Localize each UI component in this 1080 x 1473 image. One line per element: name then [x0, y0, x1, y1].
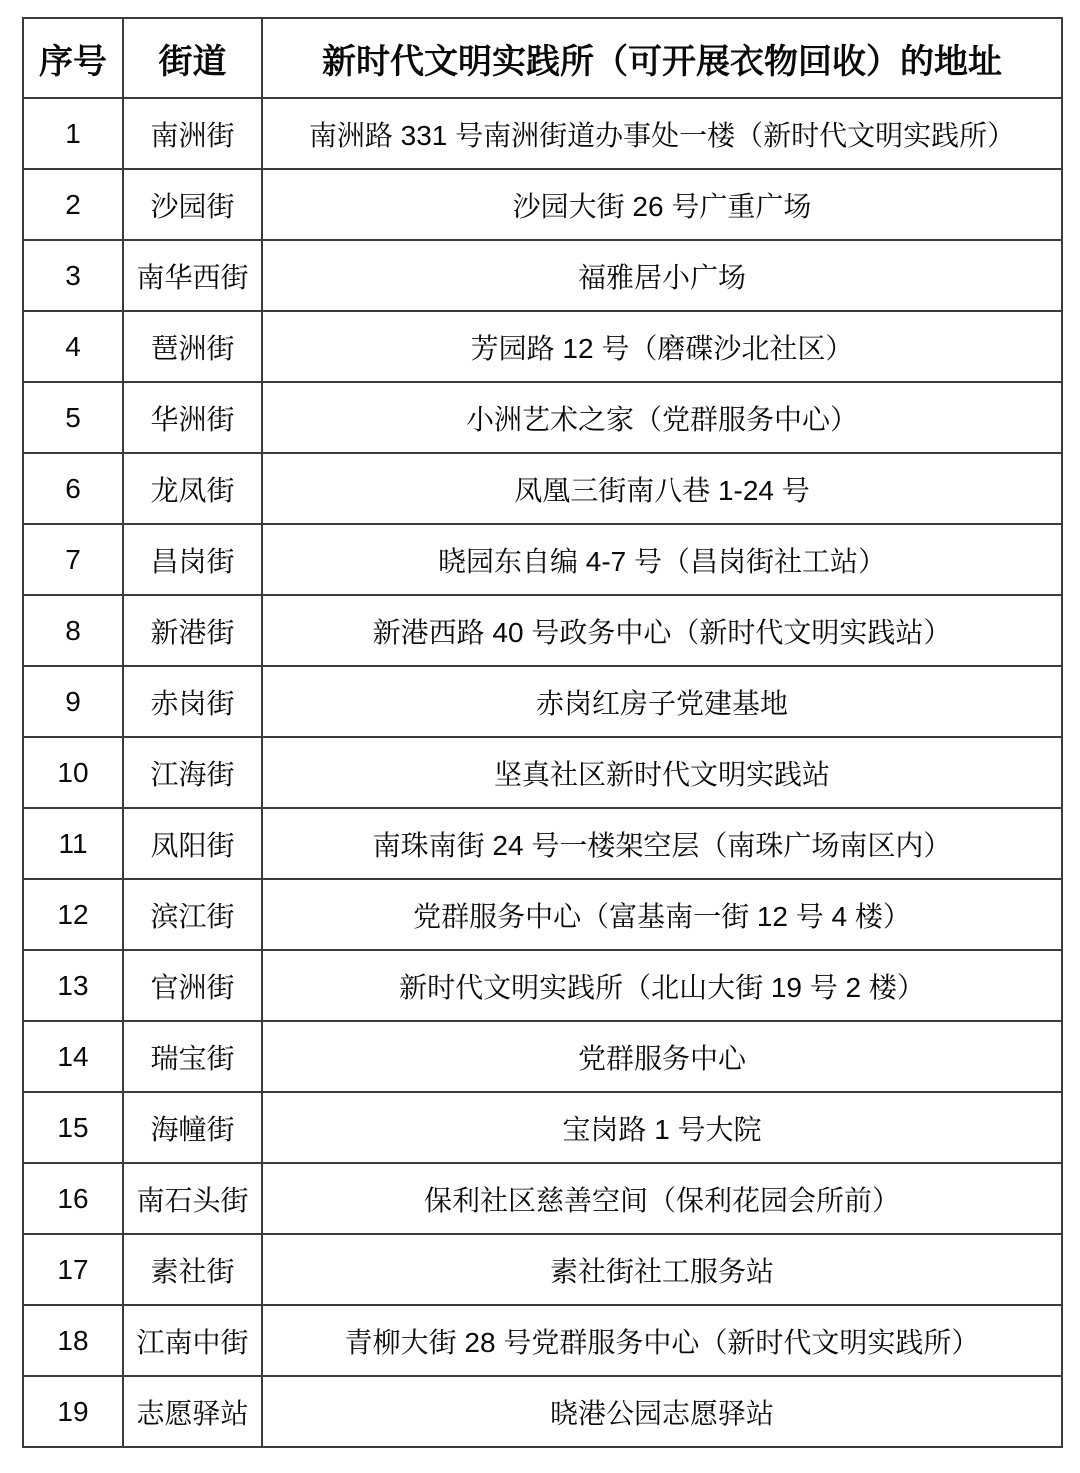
street-cell: 新港街	[123, 595, 262, 666]
address-cell: 沙园大街 26 号广重广场	[262, 169, 1062, 240]
street-cell: 江海街	[123, 737, 262, 808]
address-cell: 南珠南街 24 号一楼架空层（南珠广场南区内）	[262, 808, 1062, 879]
row-number-cell: 6	[23, 453, 123, 524]
address-cell: 坚真社区新时代文明实践站	[262, 737, 1062, 808]
table-row	[23, 737, 1062, 808]
header-row	[23, 18, 1062, 98]
row-number-cell: 12	[23, 879, 123, 950]
table-row	[23, 1092, 1062, 1163]
address-cell: 素社街社工服务站	[262, 1234, 1062, 1305]
street-cell: 赤岗街	[123, 666, 262, 737]
table-row	[23, 382, 1062, 453]
table-header	[23, 18, 1062, 98]
address-cell: 晓园东自编 4-7 号（昌岗街社工站）	[262, 524, 1062, 595]
street-cell: 昌岗街	[123, 524, 262, 595]
header-address: 新时代文明实践所（可开展衣物回收）的地址	[262, 18, 1062, 98]
table-row	[23, 595, 1062, 666]
table-row	[23, 98, 1062, 169]
street-cell: 滨江街	[123, 879, 262, 950]
row-number-cell: 15	[23, 1092, 123, 1163]
table-row	[23, 808, 1062, 879]
street-cell: 沙园街	[123, 169, 262, 240]
table-body	[23, 98, 1062, 1447]
street-cell: 华洲街	[123, 382, 262, 453]
table-row	[23, 950, 1062, 1021]
row-number-cell: 17	[23, 1234, 123, 1305]
table-row	[23, 1234, 1062, 1305]
address-cell: 赤岗红房子党建基地	[262, 666, 1062, 737]
recycle-locations-table	[22, 17, 1063, 1448]
table-row	[23, 169, 1062, 240]
table-row	[23, 1021, 1062, 1092]
table-row	[23, 879, 1062, 950]
address-cell: 晓港公园志愿驿站	[262, 1376, 1062, 1447]
table-row	[23, 666, 1062, 737]
row-number-cell: 10	[23, 737, 123, 808]
street-cell: 志愿驿站	[123, 1376, 262, 1447]
address-cell: 青柳大街 28 号党群服务中心（新时代文明实践所）	[262, 1305, 1062, 1376]
address-cell: 芳园路 12 号（磨碟沙北社区）	[262, 311, 1062, 382]
address-cell: 福雅居小广场	[262, 240, 1062, 311]
address-cell: 凤凰三街南八巷 1-24 号	[262, 453, 1062, 524]
table-row	[23, 1163, 1062, 1234]
row-number-cell: 4	[23, 311, 123, 382]
address-cell: 党群服务中心（富基南一街 12 号 4 楼）	[262, 879, 1062, 950]
header-index: 序号	[23, 18, 123, 98]
row-number-cell: 8	[23, 595, 123, 666]
table-row	[23, 1305, 1062, 1376]
row-number-cell: 3	[23, 240, 123, 311]
table-row	[23, 453, 1062, 524]
address-cell: 新港西路 40 号政务中心（新时代文明实践站）	[262, 595, 1062, 666]
row-number-cell: 13	[23, 950, 123, 1021]
address-cell: 南洲路 331 号南洲街道办事处一楼（新时代文明实践所）	[262, 98, 1062, 169]
street-cell: 南华西街	[123, 240, 262, 311]
header-street: 街道	[123, 18, 262, 98]
street-cell: 琶洲街	[123, 311, 262, 382]
street-cell: 江南中街	[123, 1305, 262, 1376]
row-number-cell: 9	[23, 666, 123, 737]
row-number-cell: 1	[23, 98, 123, 169]
row-number-cell: 19	[23, 1376, 123, 1447]
street-cell: 官洲街	[123, 950, 262, 1021]
street-cell: 南石头街	[123, 1163, 262, 1234]
address-cell: 小洲艺术之家（党群服务中心）	[262, 382, 1062, 453]
row-number-cell: 18	[23, 1305, 123, 1376]
row-number-cell: 5	[23, 382, 123, 453]
row-number-cell: 2	[23, 169, 123, 240]
row-number-cell: 16	[23, 1163, 123, 1234]
street-cell: 海幢街	[123, 1092, 262, 1163]
street-cell: 龙凤街	[123, 453, 262, 524]
table-row	[23, 311, 1062, 382]
street-cell: 瑞宝街	[123, 1021, 262, 1092]
street-cell: 凤阳街	[123, 808, 262, 879]
row-number-cell: 7	[23, 524, 123, 595]
address-cell: 宝岗路 1 号大院	[262, 1092, 1062, 1163]
row-number-cell: 14	[23, 1021, 123, 1092]
address-cell: 党群服务中心	[262, 1021, 1062, 1092]
row-number-cell: 11	[23, 808, 123, 879]
table-row	[23, 240, 1062, 311]
address-cell: 新时代文明实践所（北山大街 19 号 2 楼）	[262, 950, 1062, 1021]
table-row	[23, 524, 1062, 595]
street-cell: 素社街	[123, 1234, 262, 1305]
street-cell: 南洲街	[123, 98, 262, 169]
table-row	[23, 1376, 1062, 1447]
address-cell: 保利社区慈善空间（保利花园会所前）	[262, 1163, 1062, 1234]
